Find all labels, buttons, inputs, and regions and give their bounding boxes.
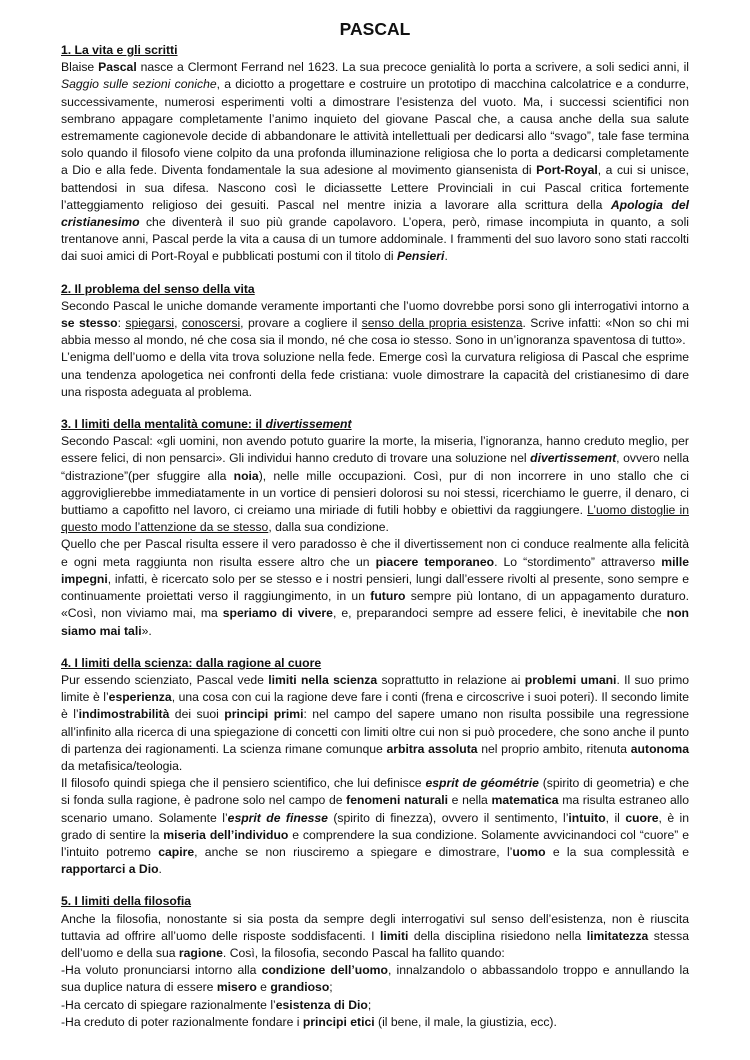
paragraph: Blaise Pascal nasce a Clermont Ferrand nel 1623. La sua precoce genialità lo porta a scrivere, a soli sedici anni, il Saggio sulle sezioni coniche, a diciotto a progettare e costruire un prototipo di macchina calcolatrice e a condurre, successivamente, numerosi esperimenti volti a dimostrare l’esistenza del vuoto. Ma, i successi scientifici non sembrano appagare completamente l’animo inquieto del giovane Pascal che, a causa anche della sua salute estremamente cagionevole decide di abbandonare le attività intellettuali per dedicarsi allo “svago”, tale fase termina solo quando il filosofo viene colpito da una profonda illuminazione religiosa che lo porta a dedicarsi completamente a Dio e alla fede. Diventa fondamentale la sua adesione al movimento giansenista di Port-Royal, a cui si unisce, battendosi in sua difesa. Nascono così le diciassette Lettere Provinciali in cui Pascal critica fortemente l’atteggiamento religioso dei gesuiti. Pascal nel mentre inizia a lavorare alla scrittura della Apologia del cristianesimo che diventerà il suo più grande capolavoro. L’opera, però, rimase incompiuta in quanto, a soli trentanove anni, Pascal perde la vita a causa di un tumore addominale. I frammenti del suo lavoro sono stati raccolti dai suoi amici di Port-Royal e pubblicati postumi con il titolo di Pensieri.	[61, 60, 689, 264]
list-item: -Ha creduto di poter razionalmente fondare i principi etici (il bene, il male, la giustizia, ecc).	[61, 1014, 557, 1029]
paragraph: L’enigma dell’uomo e della vita trova soluzione nella fede. Emerge così la curvatura religiosa di Pascal che esprime una tendenza apologetica nei confronti della fede cristiana: vuole dimostrare la capacità del cristianesimo di dare una risposta adeguata al problema.	[61, 350, 689, 399]
section-heading: 1. La vita e gli scritti	[61, 43, 178, 57]
paragraph: Secondo Pascal le uniche domande veramente importanti che l’uomo dovrebbe porsi sono gli interrogativi intorno a se stesso: spiegarsi, conoscersi, provare a cogliere il senso della propria esistenza. Scrive infatti: «Non so chi mi abbia messo al mondo, né che cosa sia il mondo, né che cosa io stesso. Sono in un’ignoranza spaventosa di tutto».	[61, 298, 690, 348]
list-item: -Ha voluto pronunciarsi intorno alla condizione dell’uomo, innalzandolo o abbassandolo troppo e annullando la sua duplice natura di essere misero e grandioso;	[61, 963, 689, 995]
section-heading: 5. I limiti della filosofia	[61, 894, 192, 909]
paragraph: Pur essendo scienziato, Pascal vede limiti nella scienza soprattutto in relazione ai problemi umani. Il suo primo limite è l’esperienza, una cosa con cui la ragione deve fare i conti (frena e circoscrive i suoi poteri). Il secondo limite è l’indimostrabilità dei suoi principi primi: nel campo del sapere umano non risulta possibile una regressione all’infinito alla ricerca di una spiegazione di concetti con limiti oltre cui non si può procedere, che sono anche il punto di partenza dei ragionamenti. La scienza rimane comunque arbitra assoluta nel proprio ambito, ritenuta autonoma da metafisica/teologia.	[61, 672, 690, 773]
section-heading: 2. Il problema del senso della vita	[61, 281, 255, 296]
paragraph: Quello che per Pascal risulta essere il vero paradosso è che il divertissement non ci conduce realmente alla felicità e ogni meta raggiunta non risulta essere altro che un piacere temporaneo. Lo “stordimento” attraverso mille impegni, infatti, è ricercato solo per se stesso e i nostri pensieri, lungi dall’essere rivolti al presente, sono sempre e continuamente proiettati verso il raggiungimento, in un futuro sempre più lontano, di un appagamento duraturo. «Così, non viviamo mai, ma speriamo di vivere, e, preparandoci sempre ad essere felici, è inevitabile che non siamo mai tali».	[61, 537, 690, 638]
paragraph: Il filosofo quindi spiega che il pensiero scientifico, che lui definisce esprit de géométrie (spirito di geometria) e che si fonda sulla ragione, è padrone solo nel campo de fenomeni naturali e nella matematica ma risulta estraneo allo scenario umano. Solamente l’esprit de finesse (spirito di finezza), ovvero il sentimento, l’intuito, il cuore, è in grado di sentire la miseria dell’individuo e comprendere la sua condizione. Solamente avvicinandoci col “cuore” e l’intuito potremo capire, anche se non riusciremo a spiegare e dimostrare, l’uomo e la sua complessità e rapportarci a Dio.	[61, 776, 690, 877]
section-heading: 3. I limiti della mentalità comune: il divertissement	[61, 417, 352, 432]
list-item: -Ha cercato di spiegare razionalmente l’esistenza di Dio;	[61, 997, 372, 1012]
document-title: PASCAL	[339, 19, 411, 39]
paragraph: Secondo Pascal: «gli uomini, non avendo potuto guarire la morte, la miseria, l’ignoranza, hanno creduto meglio, per essere felici, di non pensarci». Gli individui hanno creduto di trovare una soluzione nel divertissement, ovvero nella “distrazione”(per sfuggire alla noia), nelle mille occupazioni. Così, pur di non incorrere in uno stallo che ci aggroviglierebbe immediatamente in un vortice di pensieri dolorosi su noi stessi, ricerchiamo le guerre, il denaro, ci buttiamo a capofitto nel lavoro, ci creiamo una miriade di futili hobby e obiettivi da raggiungere. L’uomo distoglie in questo modo l’attenzione da se stesso, dalla sua condizione.	[61, 434, 689, 535]
paragraph: Anche la filosofia, nonostante si sia posta da sempre degli interrogativi sul senso dell’esistenza, non è riuscita tuttavia ad offrire all’uomo delle risposte soddisfacenti. I limiti della disciplina risiedono nella limitatezza stessa dell’uomo e della sua ragione. Così, la filosofia, secondo Pascal ha fallito quando:	[61, 911, 689, 960]
section-heading: 4. I limiti della scienza: dalla ragione al cuore	[61, 655, 322, 670]
